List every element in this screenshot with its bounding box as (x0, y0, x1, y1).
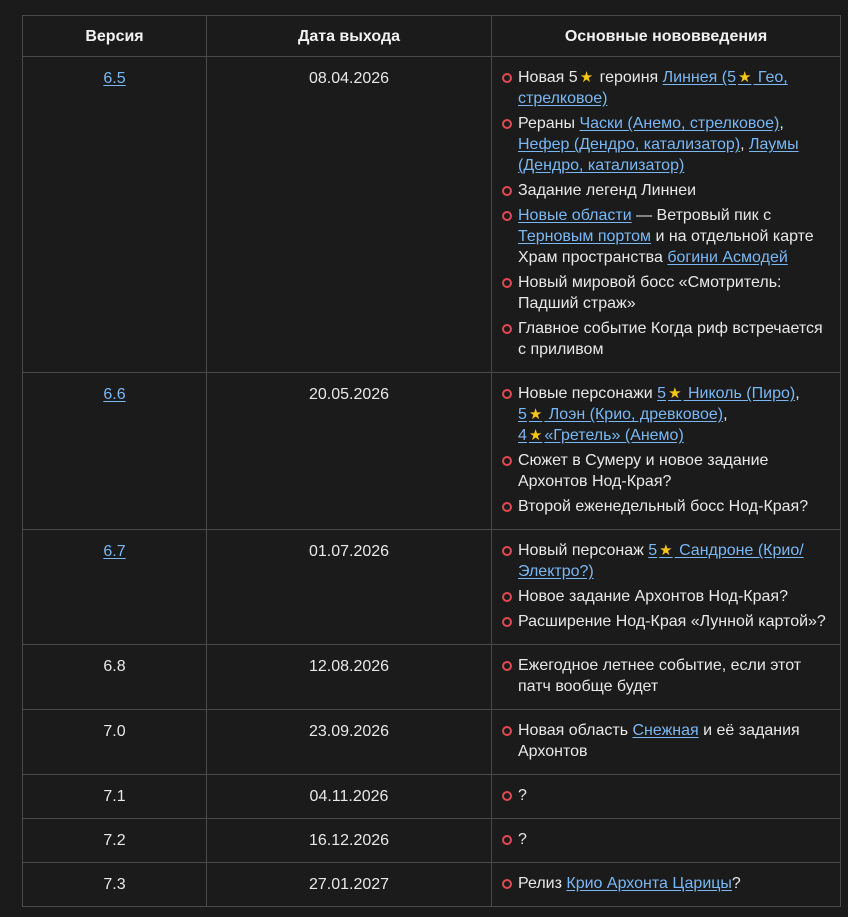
features-cell (492, 373, 841, 530)
circle-bullet-icon (502, 879, 512, 889)
character-link-chasca[interactable]: Часки (Анемо, стрелковое) (579, 115, 780, 132)
version-cell (23, 530, 207, 645)
cryo-archon-link[interactable]: Крио Архонта Царицы (566, 875, 732, 892)
link-text: Сандроне (Крио/Электро?) (518, 542, 804, 580)
link-text: Лоэн (Крио, древковое) (544, 406, 724, 423)
text: ? (518, 787, 527, 804)
features-list (502, 540, 830, 632)
version-link[interactable]: 6.6 (103, 386, 126, 403)
text: , (740, 136, 750, 153)
table-row (23, 863, 841, 907)
circle-bullet-icon (502, 791, 512, 801)
link-text: Линнея (5 (662, 69, 736, 86)
version-link[interactable]: 6.5 (103, 70, 126, 87)
date-cell: 20.05.2026 (207, 373, 492, 530)
link-text: 4 (518, 427, 527, 444)
text: Главное событие Когда риф встречается с приливом (518, 320, 823, 358)
circle-bullet-icon (502, 119, 512, 129)
link-text: 5 (657, 385, 667, 402)
link-text: Гео, стрелковое) (518, 69, 788, 107)
text: Ежегодное летнее событие, если этот патч вообще будет (518, 657, 802, 695)
list-item (502, 450, 830, 492)
features-cell (492, 57, 841, 373)
text: и на отдельной карте Храм пространства (518, 228, 814, 266)
circle-bullet-icon (502, 617, 512, 627)
version-text: 7.0 (103, 723, 126, 740)
star-icon: ★ (659, 542, 673, 559)
version-cell (23, 775, 207, 819)
version-link[interactable]: 6.7 (103, 543, 126, 560)
features-cell (492, 645, 841, 710)
text: Расширение Нод-Края «Лунной картой»? (518, 613, 826, 630)
text: Новое задание Архонтов Нод-Края? (518, 588, 788, 605)
circle-bullet-icon (502, 389, 512, 399)
list-item (502, 67, 830, 109)
date-cell: 04.11.2026 (207, 775, 492, 819)
new-areas-link[interactable]: Новые области (518, 207, 632, 224)
version-cell (23, 373, 207, 530)
list-item (502, 873, 830, 894)
text: , (779, 115, 784, 132)
date-cell: 08.04.2026 (207, 57, 492, 373)
date-cell: 23.09.2026 (207, 710, 492, 775)
star-icon: ★ (528, 406, 543, 423)
date-cell: 27.01.2027 (207, 863, 492, 907)
text: Новая область (518, 722, 633, 739)
star-icon: ★ (738, 69, 752, 86)
circle-bullet-icon (502, 835, 512, 845)
circle-bullet-icon (502, 211, 512, 221)
version-cell (23, 57, 207, 373)
link-text: Николь (Пиро) (683, 385, 796, 402)
star-icon: ★ (668, 385, 682, 402)
list-item (502, 496, 830, 517)
features-list (502, 383, 830, 517)
circle-bullet-icon (502, 186, 512, 196)
text: Новый мировой босс «Смотритель: Падший страж» (518, 274, 782, 312)
version-text: 7.1 (103, 788, 126, 805)
circle-bullet-icon (502, 73, 512, 83)
version-text: 6.8 (103, 658, 126, 675)
text: ? (518, 831, 527, 848)
text: ? (731, 875, 741, 892)
character-link-loen[interactable] (518, 406, 723, 423)
circle-bullet-icon (502, 502, 512, 512)
link-text: «Гретель» (Анемо) (544, 427, 684, 444)
circle-bullet-icon (502, 278, 512, 288)
version-cell (23, 863, 207, 907)
features-list (502, 720, 830, 762)
character-link-gretel[interactable] (518, 427, 684, 444)
list-item (502, 205, 830, 268)
list-item (502, 180, 830, 201)
character-link-lauma[interactable]: Лаумы (Дендро, катализатор) (518, 136, 799, 174)
features-cell (492, 819, 841, 863)
text: Релиз (518, 875, 567, 892)
features-cell (492, 530, 841, 645)
list-item (502, 655, 830, 697)
date-cell: 01.07.2026 (207, 530, 492, 645)
text: Задание легенд Линнеи (518, 182, 697, 199)
version-text: 7.2 (103, 832, 126, 849)
header-features: Основные нововведения (492, 16, 841, 57)
list-item (502, 611, 830, 632)
character-link-nicole[interactable] (657, 385, 795, 402)
thorn-port-link[interactable]: Терновым портом (518, 228, 652, 245)
features-list (502, 873, 830, 894)
circle-bullet-icon (502, 456, 512, 466)
star-icon: ★ (528, 427, 543, 444)
list-item (502, 113, 830, 176)
circle-bullet-icon (502, 546, 512, 556)
list-item (502, 318, 830, 360)
versions-table (22, 15, 841, 907)
features-cell (492, 775, 841, 819)
list-item (502, 540, 830, 582)
text: , (795, 385, 800, 402)
version-text: 7.3 (103, 876, 126, 893)
version-cell (23, 710, 207, 775)
header-version: Версия (23, 16, 207, 57)
goddess-asmoday-link[interactable]: богини Асмодей (667, 249, 788, 266)
date-cell: 12.08.2026 (207, 645, 492, 710)
list-item (502, 720, 830, 762)
text: Новая 5 (518, 69, 578, 86)
features-list (502, 785, 830, 806)
table-row (23, 710, 841, 775)
header-date: Дата выхода (207, 16, 492, 57)
list-item (502, 272, 830, 314)
list-item (502, 829, 830, 850)
table-row (23, 57, 841, 373)
date-cell: 16.12.2026 (207, 819, 492, 863)
versions-table-wrapper (22, 15, 840, 907)
circle-bullet-icon (502, 726, 512, 736)
table-row (23, 373, 841, 530)
features-cell (492, 863, 841, 907)
table-row (23, 775, 841, 819)
version-cell (23, 645, 207, 710)
version-cell (23, 819, 207, 863)
link-text: 5 (648, 542, 658, 559)
text: — Ветровый пик с (631, 207, 772, 224)
star-icon: ★ (579, 69, 594, 86)
table-row (23, 530, 841, 645)
text: и её задания Архонтов (518, 722, 800, 760)
circle-bullet-icon (502, 324, 512, 334)
text: Сюжет в Сумеру и новое задание Архонтов Нод-Края? (518, 452, 769, 490)
list-item (502, 785, 830, 806)
circle-bullet-icon (502, 661, 512, 671)
table-row (23, 645, 841, 710)
features-list (502, 67, 830, 360)
list-item (502, 383, 830, 446)
features-list (502, 829, 830, 850)
circle-bullet-icon (502, 592, 512, 602)
text: , (723, 406, 728, 423)
text: героиня (595, 69, 663, 86)
text: Новые персонажи (518, 385, 658, 402)
features-list (502, 655, 830, 697)
character-link-nefer[interactable]: Нефер (Дендро, катализатор) (518, 136, 741, 153)
link-text: 5 (518, 406, 527, 423)
snezhnaya-link[interactable]: Снежная (632, 722, 699, 739)
text: Второй еженедельный босс Нод-Края? (518, 498, 809, 515)
table-header-row (23, 16, 841, 57)
text: Новый персонаж (518, 542, 649, 559)
list-item (502, 586, 830, 607)
features-cell (492, 710, 841, 775)
table-row (23, 819, 841, 863)
text: Рераны (518, 115, 580, 132)
